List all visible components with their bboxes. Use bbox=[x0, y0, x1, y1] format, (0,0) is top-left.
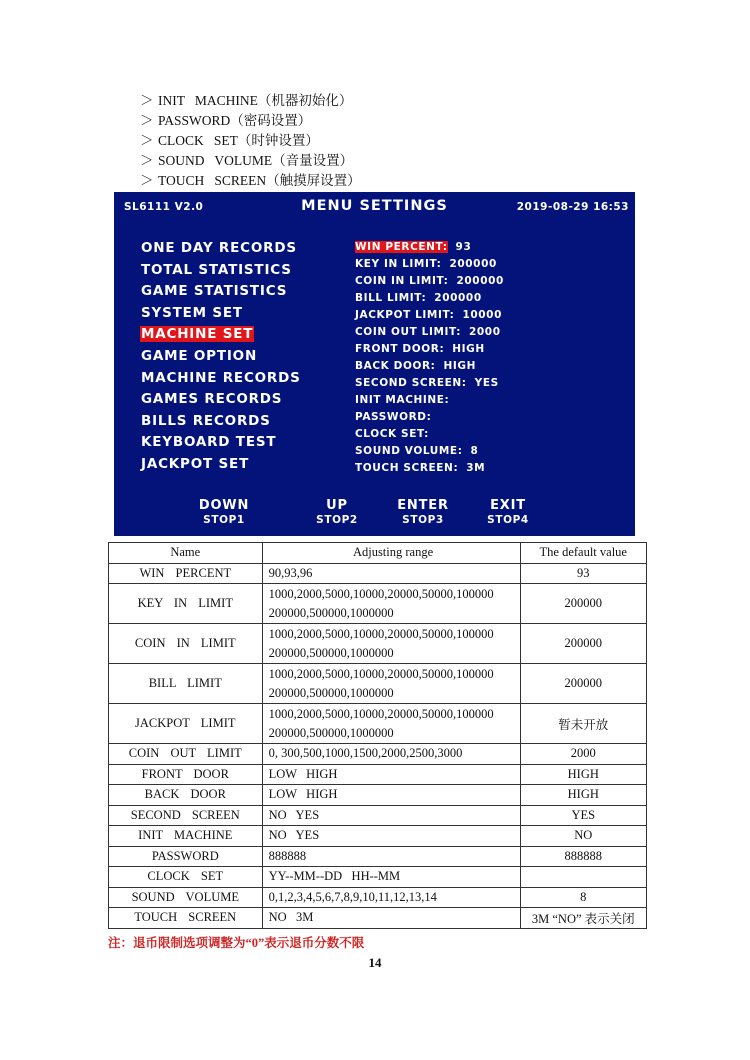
setting-row bbox=[355, 462, 504, 479]
setting-row bbox=[355, 411, 504, 428]
parameter-table bbox=[108, 542, 647, 929]
setting-value: HIGH bbox=[443, 360, 476, 372]
menu-item bbox=[140, 240, 302, 262]
menu-item-label: BILLS RECORDS bbox=[141, 412, 271, 429]
setting-value: 93 bbox=[455, 241, 472, 253]
param-name: WIN PERCENT bbox=[109, 563, 263, 584]
bullet-item bbox=[140, 91, 361, 111]
menu-item-label: MACHINE SET bbox=[141, 326, 254, 343]
setting-value: 200000 bbox=[456, 275, 504, 287]
setting-value: 200000 bbox=[434, 292, 482, 304]
param-default: 暂未开放 bbox=[520, 704, 646, 744]
table-row bbox=[109, 744, 647, 765]
setting-label: PASSWORD: bbox=[355, 411, 432, 423]
param-range bbox=[262, 563, 520, 584]
param-range bbox=[262, 846, 520, 867]
param-name: SOUND VOLUME bbox=[109, 887, 263, 908]
bullet-item bbox=[140, 151, 361, 171]
table-row bbox=[109, 805, 647, 826]
range-line: 90,93,96 bbox=[268, 565, 313, 580]
menu-item bbox=[140, 283, 302, 305]
key-label: ENTER bbox=[397, 498, 449, 513]
stop-label: STOP1 bbox=[203, 514, 245, 526]
setting-label: FRONT DOOR: bbox=[355, 343, 445, 355]
bullet-text: PASSWORD（密码设置） bbox=[158, 113, 312, 128]
table-row bbox=[109, 908, 647, 929]
range-line: NO YES bbox=[268, 828, 320, 843]
setting-label: WIN PERCENT: bbox=[355, 241, 448, 253]
param-range bbox=[262, 764, 520, 785]
bullet-text: TOUCH SCREEN（触摸屏设置） bbox=[158, 173, 361, 188]
param-range bbox=[262, 805, 520, 826]
table-row bbox=[109, 887, 647, 908]
bullet-text: SOUND VOLUME（音量设置） bbox=[158, 153, 354, 168]
menu-item-label: GAMES RECORDS bbox=[141, 391, 283, 408]
machine-set-submenu bbox=[355, 241, 504, 479]
table-row bbox=[109, 846, 647, 867]
menu-item bbox=[140, 326, 302, 348]
param-name: BILL LIMIT bbox=[109, 664, 263, 704]
param-range bbox=[262, 624, 520, 664]
key-label: EXIT bbox=[490, 498, 526, 513]
param-name: FRONT DOOR bbox=[109, 764, 263, 785]
param-range bbox=[262, 826, 520, 847]
menu-item-label: JACKPOT SET bbox=[141, 455, 250, 472]
bullet-text: INIT MACHINE（机器初始化） bbox=[158, 93, 353, 108]
menu-item bbox=[140, 391, 302, 413]
param-range bbox=[262, 664, 520, 704]
key-label: UP bbox=[326, 498, 348, 513]
param-default: HIGH bbox=[520, 764, 646, 785]
menu-item bbox=[140, 413, 302, 435]
setting-label: INIT MACHINE: bbox=[355, 394, 450, 406]
menu-item-label: SYSTEM SET bbox=[141, 304, 243, 321]
setting-label: COIN IN LIMIT: bbox=[355, 275, 449, 287]
table-row bbox=[109, 664, 647, 704]
setting-row bbox=[355, 258, 504, 275]
param-name: COIN OUT LIMIT bbox=[109, 744, 263, 765]
param-default: 200000 bbox=[520, 584, 646, 624]
param-name: SECOND SCREEN bbox=[109, 805, 263, 826]
range-line: YY--MM--DD HH--MM bbox=[268, 869, 401, 884]
range-line: 0, 300,500,1000,1500,2000,2500,3000 bbox=[268, 746, 463, 761]
param-range bbox=[262, 785, 520, 806]
key-label: DOWN bbox=[198, 498, 250, 513]
arrow-marker: ＞ bbox=[140, 173, 154, 188]
setting-row bbox=[355, 343, 504, 360]
setting-label: TOUCH SCREEN: bbox=[355, 462, 459, 474]
setting-label: BILL LIMIT: bbox=[355, 292, 427, 304]
table-row bbox=[109, 826, 647, 847]
screen-datetime: 2019-08-29 16:53 bbox=[516, 201, 629, 213]
setting-label: SOUND VOLUME: bbox=[355, 445, 463, 457]
setting-value: 2000 bbox=[469, 326, 501, 338]
setting-value: 10000 bbox=[462, 309, 502, 321]
key-down bbox=[184, 499, 264, 527]
range-line: 200000,500000,1000000 bbox=[268, 605, 394, 620]
key-enter bbox=[383, 499, 463, 527]
range-line: NO YES bbox=[268, 807, 320, 822]
param-name: CLOCK SET bbox=[109, 867, 263, 888]
table-row bbox=[109, 624, 647, 664]
param-range bbox=[262, 887, 520, 908]
bullet-item bbox=[140, 111, 361, 131]
table-row bbox=[109, 563, 647, 584]
setting-value: 8 bbox=[470, 445, 479, 457]
range-line: 0,1,2,3,4,5,6,7,8,9,10,11,12,13,14 bbox=[268, 889, 437, 904]
model-version: SL6111 V2.0 bbox=[124, 201, 204, 213]
setting-row bbox=[355, 241, 504, 258]
range-line: LOW HIGH bbox=[268, 766, 338, 781]
range-line: 200000,500000,1000000 bbox=[268, 645, 394, 660]
menu-item bbox=[140, 262, 302, 284]
range-line: 1000,2000,5000,10000,20000,50000,100000 bbox=[268, 666, 494, 681]
arrow-marker: ＞ bbox=[140, 133, 154, 148]
table-header-row bbox=[109, 543, 647, 564]
setting-value: 200000 bbox=[449, 258, 497, 270]
feature-bullet-list bbox=[140, 91, 361, 191]
stop-label: STOP3 bbox=[402, 514, 444, 526]
table-row bbox=[109, 584, 647, 624]
range-line: NO 3M bbox=[268, 910, 314, 925]
param-default: 93 bbox=[520, 563, 646, 584]
setting-row bbox=[355, 377, 504, 394]
param-default: HIGH bbox=[520, 785, 646, 806]
range-line: 1000,2000,5000,10000,20000,50000,100000 bbox=[268, 706, 494, 721]
setting-row bbox=[355, 360, 504, 377]
setting-row bbox=[355, 394, 504, 411]
param-range bbox=[262, 867, 520, 888]
menu-item bbox=[140, 370, 302, 392]
stop-label: STOP2 bbox=[316, 514, 358, 526]
param-name: KEY IN LIMIT bbox=[109, 584, 263, 624]
param-default: 3M “NO” 表示关闭 bbox=[520, 908, 646, 929]
arrow-marker: ＞ bbox=[140, 93, 154, 108]
header-default: The default value bbox=[520, 543, 646, 564]
param-name: BACK DOOR bbox=[109, 785, 263, 806]
param-range bbox=[262, 744, 520, 765]
setting-row bbox=[355, 326, 504, 343]
table-row bbox=[109, 867, 647, 888]
param-default: 8 bbox=[520, 887, 646, 908]
menu-item-label: TOTAL STATISTICS bbox=[141, 261, 292, 278]
param-default: 888888 bbox=[520, 846, 646, 867]
setting-row bbox=[355, 428, 504, 445]
menu-item bbox=[140, 348, 302, 370]
range-line: 200000,500000,1000000 bbox=[268, 725, 394, 740]
param-name: TOUCH SCREEN bbox=[109, 908, 263, 929]
key-up bbox=[297, 499, 377, 527]
param-default: 200000 bbox=[520, 664, 646, 704]
bullet-item bbox=[140, 171, 361, 191]
param-default: YES bbox=[520, 805, 646, 826]
header-range: Adjusting range bbox=[262, 543, 520, 564]
param-range bbox=[262, 908, 520, 929]
setting-label: CLOCK SET: bbox=[355, 428, 429, 440]
setting-label: COIN OUT LIMIT: bbox=[355, 326, 461, 338]
param-default: 2000 bbox=[520, 744, 646, 765]
bullet-text: CLOCK SET（时钟设置） bbox=[158, 133, 319, 148]
setting-row bbox=[355, 292, 504, 309]
setting-value: HIGH bbox=[452, 343, 485, 355]
main-menu bbox=[140, 240, 302, 478]
menu-item-label: MACHINE RECORDS bbox=[141, 369, 301, 386]
bullet-item bbox=[140, 131, 361, 151]
arrow-marker: ＞ bbox=[140, 113, 154, 128]
range-line: 1000,2000,5000,10000,20000,50000,100000 bbox=[268, 626, 494, 641]
setting-value: 3M bbox=[466, 462, 486, 474]
param-default: NO bbox=[520, 826, 646, 847]
param-default: 200000 bbox=[520, 624, 646, 664]
menu-item-label: GAME STATISTICS bbox=[141, 283, 288, 300]
header-name: Name bbox=[109, 543, 263, 564]
screen-title: MENU SETTINGS bbox=[301, 198, 448, 214]
setting-label: SECOND SCREEN: bbox=[355, 377, 467, 389]
param-name: PASSWORD bbox=[109, 846, 263, 867]
menu-item bbox=[140, 434, 302, 456]
menu-item bbox=[140, 456, 302, 478]
setting-row bbox=[355, 275, 504, 292]
param-name: COIN IN LIMIT bbox=[109, 624, 263, 664]
param-name: INIT MACHINE bbox=[109, 826, 263, 847]
key-exit bbox=[468, 499, 548, 527]
range-line: 200000,500000,1000000 bbox=[268, 685, 394, 700]
arrow-marker: ＞ bbox=[140, 153, 154, 168]
range-line: 888888 bbox=[268, 848, 307, 863]
menu-settings-screen bbox=[114, 192, 635, 536]
table-row bbox=[109, 785, 647, 806]
range-line: LOW HIGH bbox=[268, 787, 338, 802]
footnote: 注：退币限制选项调整为“0”表示退币分数不限 bbox=[108, 936, 365, 950]
table-row bbox=[109, 764, 647, 785]
menu-item-label: ONE DAY RECORDS bbox=[141, 240, 297, 256]
param-default bbox=[520, 867, 646, 888]
param-name: JACKPOT LIMIT bbox=[109, 704, 263, 744]
setting-label: KEY IN LIMIT: bbox=[355, 258, 442, 270]
menu-item-label: KEYBOARD TEST bbox=[141, 434, 277, 451]
menu-item-label: GAME OPTION bbox=[141, 347, 258, 364]
range-line: 1000,2000,5000,10000,20000,50000,100000 bbox=[268, 586, 494, 601]
table-row bbox=[109, 704, 647, 744]
menu-item bbox=[140, 305, 302, 327]
param-range bbox=[262, 584, 520, 624]
setting-value: YES bbox=[474, 377, 499, 389]
stop-label: STOP4 bbox=[487, 514, 529, 526]
setting-row bbox=[355, 445, 504, 462]
page-number: 14 bbox=[368, 955, 382, 970]
setting-label: JACKPOT LIMIT: bbox=[355, 309, 455, 321]
setting-label: BACK DOOR: bbox=[355, 360, 436, 372]
setting-row bbox=[355, 309, 504, 326]
param-range bbox=[262, 704, 520, 744]
